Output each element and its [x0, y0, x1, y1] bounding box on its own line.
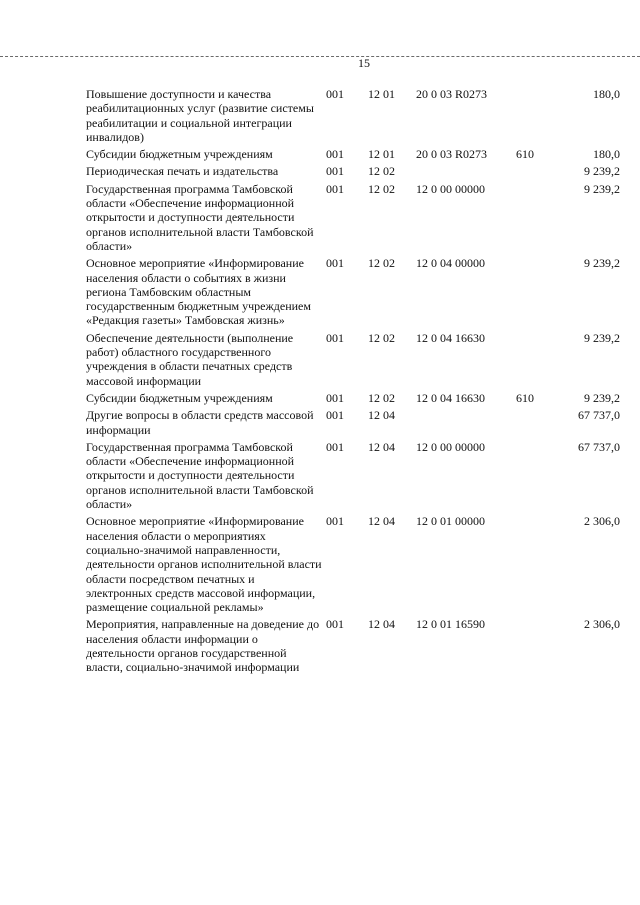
row-name-cell [86, 514, 322, 617]
row-csr: 20 0 03 R0273 [416, 87, 488, 101]
row-sum: 67 737,0 [578, 439, 620, 454]
row-name: Повышение доступности и качества реабилитационных услуг (развитие системы реабилитации и социальной интеграции инвалидов) [86, 87, 314, 144]
row-name-cell [86, 440, 322, 514]
row-name: Субсидии бюджетным учреждениям [86, 147, 273, 162]
row-name: Периодическая печать и издательства [86, 164, 279, 179]
row-rz-pr: 12 02 [368, 164, 395, 179]
row-rz-pr: 12 02 [368, 390, 395, 405]
table-row [86, 331, 620, 391]
budget-table-body [86, 87, 620, 678]
row-name: Государственная программа Тамбовской области «Обеспечение информационной открытости и доступности деятельности органов исполнительной власти Тамбовской области» [86, 439, 314, 512]
row-rz-pr: 12 04 [368, 514, 395, 529]
row-vr: 610 [516, 390, 534, 405]
row-vr [516, 87, 556, 147]
row-csr: 12 0 00 00000 [416, 439, 485, 454]
row-ved: 001 [326, 147, 344, 162]
row-sum: 180,0 [593, 87, 620, 101]
row-name-cell [86, 182, 322, 256]
row-vr [516, 164, 556, 181]
row-ved: 001 [326, 408, 344, 423]
table-row [86, 182, 620, 256]
table-row [86, 164, 620, 181]
row-name-cell [86, 408, 322, 440]
row-vr [516, 617, 556, 677]
row-rz-pr: 12 02 [368, 181, 395, 196]
row-name: Мероприятия, направленные на доведение до населения области информации о деятельности органов государственной власти, социально-значимой информации [86, 617, 320, 675]
table-row [86, 440, 620, 514]
table-row [86, 617, 620, 677]
row-rz-pr: 12 04 [368, 408, 395, 423]
row-ved: 001 [326, 256, 344, 271]
row-rz-pr: 12 02 [368, 330, 395, 345]
row-sum: 9 239,2 [584, 330, 620, 345]
row-rz-pr: 12 01 [368, 147, 395, 162]
row-sum: 9 239,2 [584, 256, 620, 271]
row-csr: 12 0 00 00000 [416, 181, 485, 196]
row-sum: 9 239,2 [584, 181, 620, 196]
row-ved: 001 [326, 514, 344, 529]
row-name: Другие вопросы в области средств массовой информации [86, 408, 314, 437]
row-name: Государственная программа Тамбовской области «Обеспечение информационной открытости и доступности деятельности органов исполнительной власти Тамбовской области» [86, 181, 314, 253]
row-rz-pr: 12 01 [368, 87, 395, 101]
row-csr: 20 0 03 R0273 [416, 147, 488, 162]
table-row [86, 87, 620, 147]
row-name-cell [86, 617, 322, 677]
row-csr: 12 0 04 16630 [416, 390, 485, 405]
row-vr [516, 440, 556, 514]
row-sum: 67 737,0 [578, 408, 620, 423]
row-vr [516, 331, 556, 391]
row-ved: 001 [326, 181, 344, 196]
row-csr: 12 0 04 00000 [416, 256, 485, 271]
row-sum: 180,0 [593, 147, 620, 162]
budget-table [86, 87, 620, 678]
row-name-cell [86, 87, 322, 147]
row-vr [516, 256, 556, 330]
row-ved: 001 [326, 164, 344, 179]
row-ved: 001 [326, 390, 344, 405]
row-name: Обеспечение деятельности (выполнение работ) областного государственного учреждения в области печатных средств массовой информации [86, 330, 294, 388]
row-name: Субсидии бюджетным учреждениям [86, 390, 273, 405]
row-name-cell [86, 164, 322, 181]
page-number: 15 [358, 56, 370, 70]
row-name-cell [86, 256, 322, 330]
row-sum: 9 239,2 [584, 390, 620, 405]
row-csr [412, 164, 516, 181]
row-rz-pr: 12 04 [368, 617, 395, 632]
row-ved: 001 [326, 87, 344, 101]
row-csr: 12 0 01 16590 [416, 617, 485, 632]
row-name-cell [86, 147, 322, 164]
table-row [86, 391, 620, 408]
row-name-cell [86, 391, 322, 408]
row-ved: 001 [326, 330, 344, 345]
row-csr: 12 0 01 00000 [416, 514, 485, 529]
table-row [86, 147, 620, 164]
row-vr [516, 408, 556, 440]
row-vr [516, 514, 556, 617]
row-name: Основное мероприятие «Информирование населения области о событиях в жизни региона Тамбовским областным государственным бюджетным учреждением «Редакция газеты» Тамбовская жизнь» [86, 256, 311, 328]
table-row [86, 256, 620, 330]
row-sum: 2 306,0 [584, 617, 620, 632]
row-rz-pr: 12 04 [368, 439, 395, 454]
row-ved: 001 [326, 439, 344, 454]
row-vr [516, 182, 556, 256]
row-name-cell [86, 331, 322, 391]
row-rz-pr: 12 02 [368, 256, 395, 271]
table-row [86, 514, 620, 617]
row-name: Основное мероприятие «Информирование населения области о мероприятиях социально-значимой направленности, деятельности органов исполнительной власти области посредством печатных и электронных средств массовой информации, размещение социальной рекламы» [86, 514, 322, 615]
row-ved: 001 [326, 617, 344, 632]
row-sum: 2 306,0 [584, 514, 620, 529]
row-csr [412, 408, 516, 440]
table-row [86, 408, 620, 440]
row-sum: 9 239,2 [584, 164, 620, 179]
row-vr: 610 [516, 147, 534, 162]
row-csr: 12 0 04 16630 [416, 330, 485, 345]
